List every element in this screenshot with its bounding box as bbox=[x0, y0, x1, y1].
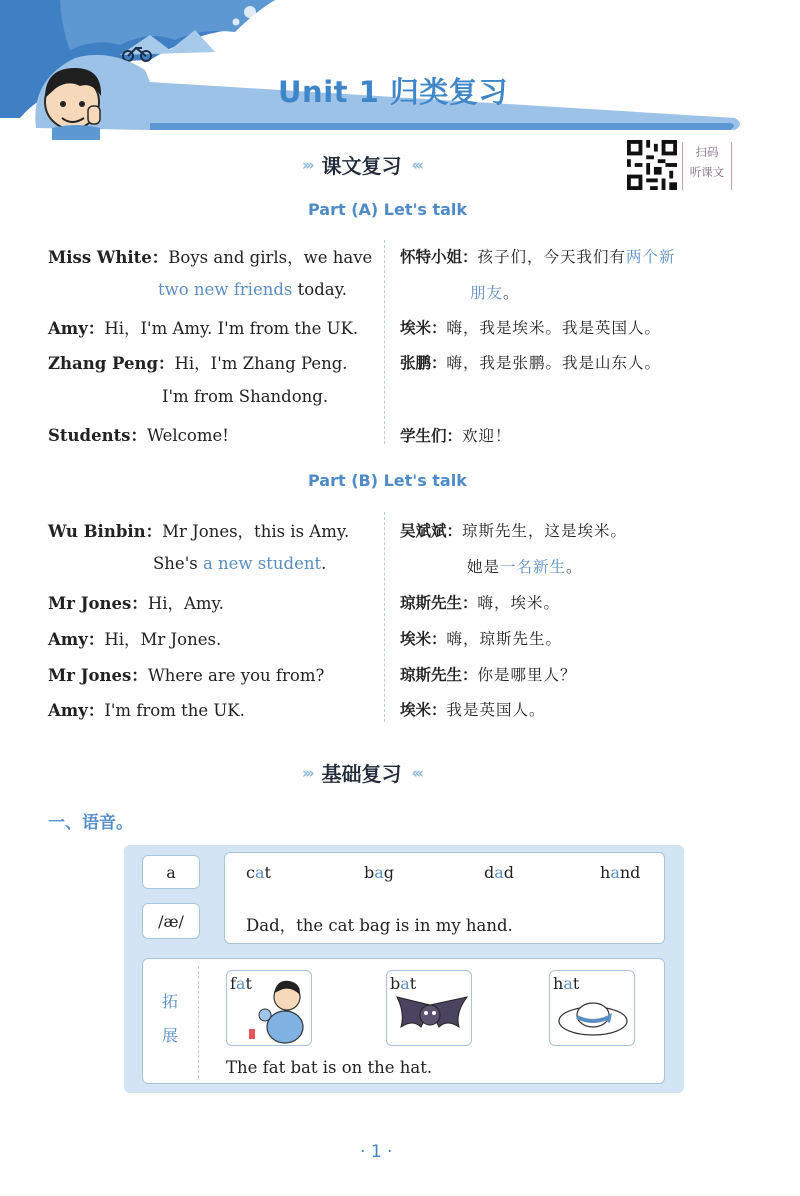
dialogue-line: Amy：Hi，I'm Amy. I'm from the UK. bbox=[48, 319, 359, 338]
phonics-word: hand bbox=[600, 863, 641, 882]
translation-line: 吴斌斌：琼斯先生，这是埃米。 bbox=[400, 522, 628, 540]
translation-line: 朋友。 bbox=[470, 284, 520, 302]
section-header-text-review bbox=[302, 150, 421, 179]
phonics-sentence: Dad，the cat bag is in my hand. bbox=[246, 916, 513, 935]
dialogue-line: Mr Jones：Hi，Amy. bbox=[48, 594, 224, 613]
dialogue-line: Wu Binbin：Mr Jones，this is Amy. bbox=[48, 522, 350, 541]
translation-line: 张鹏：嗨，我是张鹏。我是山东人。 bbox=[400, 354, 662, 372]
qr-code-icon[interactable] bbox=[626, 140, 678, 190]
chevron-left-icon: ‹‹‹ bbox=[411, 155, 422, 174]
picture-word: fat bbox=[230, 974, 252, 993]
phonics-heading: 一、语音。 bbox=[48, 813, 133, 833]
unit-title: Unit 1 归类复习 bbox=[278, 75, 508, 109]
chevron-right-icon: ››› bbox=[302, 155, 312, 174]
dialogue-line: Amy：I'm from the UK. bbox=[48, 701, 245, 720]
dialogue-line: I'm from Shandong. bbox=[162, 387, 329, 406]
section-title: 基础复习 bbox=[321, 762, 402, 786]
section-header-basic-review bbox=[302, 758, 421, 787]
scan-to-listen-label: 扫码 听课文 bbox=[682, 142, 732, 190]
translation-line: 琼斯先生：嗨，埃米。 bbox=[400, 594, 561, 612]
translation-line: 琼斯先生：你是哪里人？ bbox=[400, 666, 577, 684]
translation-line: 埃米：我是英国人。 bbox=[400, 701, 546, 719]
translation-line: 埃米：嗨，我是埃米。我是英国人。 bbox=[400, 319, 662, 337]
phonics-word: bag bbox=[364, 863, 395, 882]
translation-line: 怀特小姐：孩子们，今天我们有两个新 bbox=[400, 248, 676, 266]
extension-sentence: The fat bat is on the hat. bbox=[226, 1058, 433, 1077]
dialogue-line: She's a new student. bbox=[153, 554, 327, 573]
column-divider bbox=[384, 512, 385, 722]
chevron-right-icon: ››› bbox=[302, 763, 312, 782]
dialogue-line: Students：Welcome! bbox=[48, 426, 229, 445]
letter-box: a bbox=[142, 855, 200, 889]
boy-mascot-icon bbox=[45, 68, 101, 140]
picture-word: bat bbox=[390, 974, 417, 993]
page-number: · 1 · bbox=[360, 1142, 393, 1162]
column-divider bbox=[384, 240, 385, 444]
dialogue-line: Amy：Hi，Mr Jones. bbox=[48, 630, 222, 649]
section-title: 课文复习 bbox=[321, 154, 402, 178]
phonics-word: dad bbox=[484, 863, 515, 882]
translation-line: 埃米：嗨，琼斯先生。 bbox=[400, 630, 563, 648]
extension-label: 拓 展 bbox=[161, 992, 178, 1045]
dialogue-line: two new friends today. bbox=[158, 280, 347, 299]
phonetic-symbol-box: /æ/ bbox=[142, 903, 200, 939]
part-b-title: Part (B) Let's talk bbox=[308, 471, 467, 490]
part-a-title: Part (A) Let's talk bbox=[308, 200, 468, 219]
phonics-word: cat bbox=[246, 863, 271, 882]
dialogue-line: Miss White：Boys and girls，we have bbox=[48, 248, 373, 267]
translation-line: 她是一名新生。 bbox=[467, 558, 583, 576]
extension-divider bbox=[198, 966, 199, 1078]
dialogue-line: Mr Jones：Where are you from? bbox=[48, 666, 325, 685]
picture-word: hat bbox=[553, 974, 580, 993]
translation-line: 学生们：欢迎！ bbox=[400, 427, 512, 445]
chevron-left-icon: ‹‹‹ bbox=[411, 763, 422, 782]
dialogue-line: Zhang Peng：Hi，I'm Zhang Peng. bbox=[48, 354, 348, 373]
